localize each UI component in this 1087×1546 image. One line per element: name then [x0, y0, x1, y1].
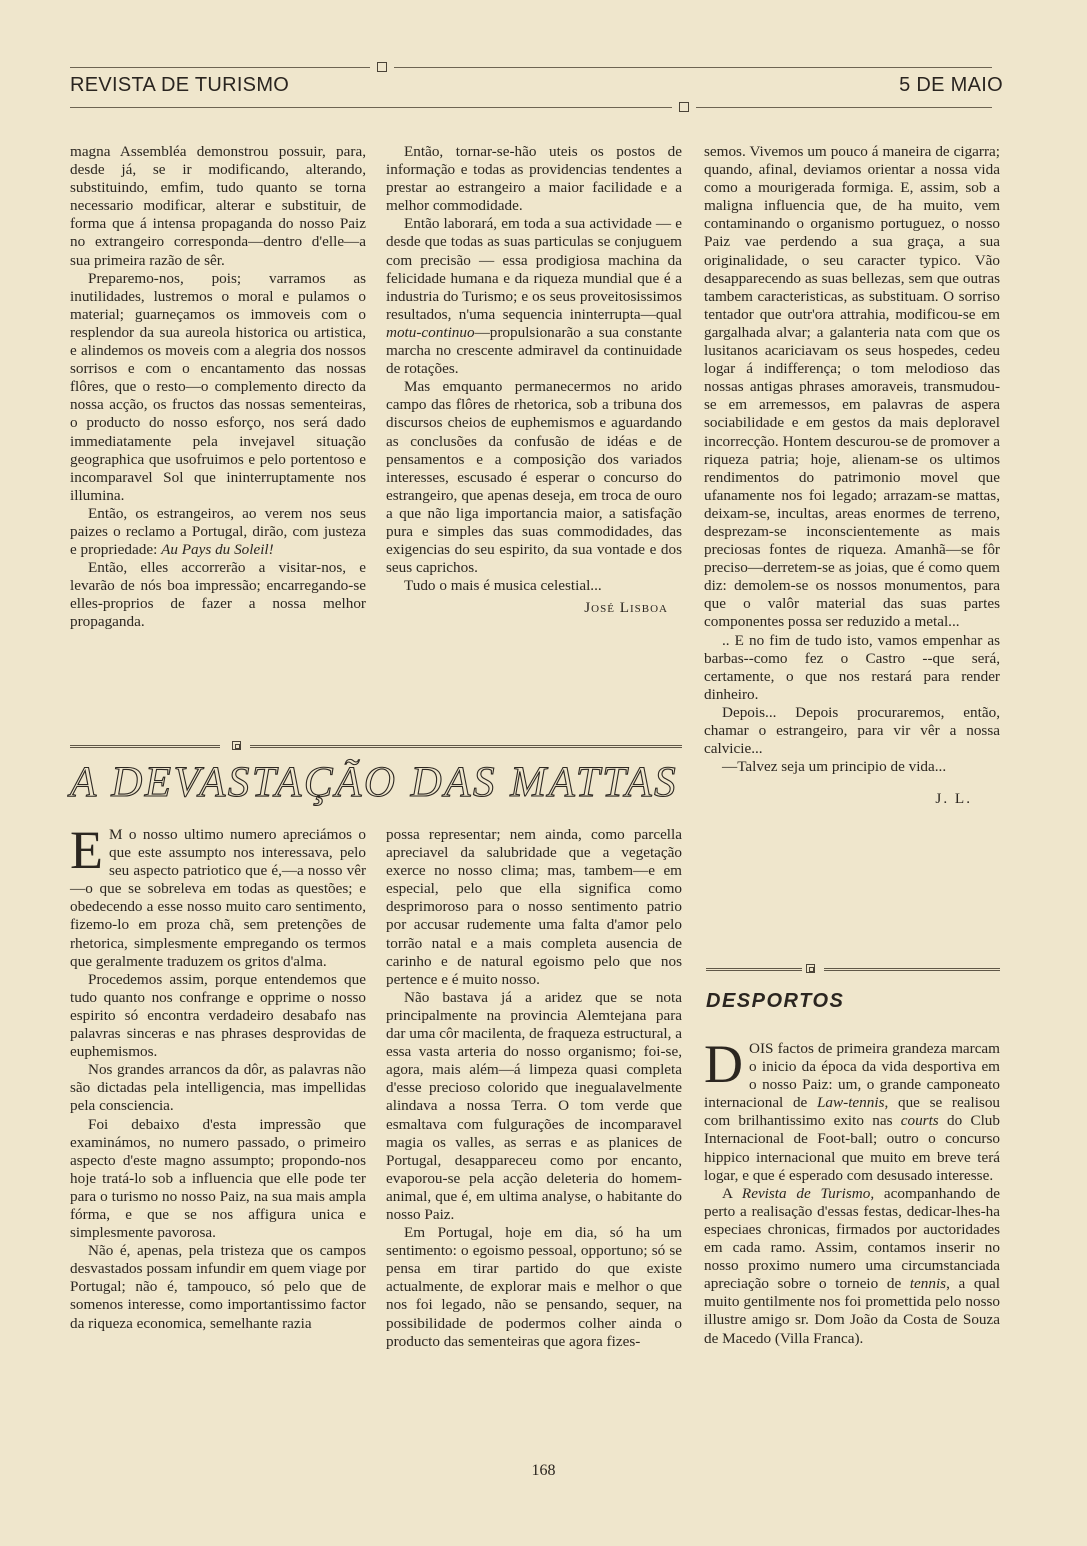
top-rule-left	[70, 67, 370, 68]
paragraph: Preparemo-nos, pois; varramos as inutilidades, lustremos o moral e pulamos o material; guarneçamos os immoveis com o resplendor da sua aureola historica ou artistica, e alindemos os moveis com a alegria dos nossos sorrisos e com o encantamento das nossas flôres, que o resto—o complemento directo da nossa acção, os fructos das nossas sementeiras, o producto do nosso esforço, nos será dado immediatamente pela invejavel situação geographica que usofruimos e pelo portentoso e incomparavel Sol que ininterruptamente nos illumina.	[70, 269, 366, 504]
paragraph: Então, tornar-se-hão uteis os postos de informação e todas as providencias tendentes a prestar ao estrangeiro a maior facilidade e a melhor commodidade.	[386, 143, 682, 215]
italic-phrase: Law-tennis	[816, 1094, 885, 1112]
paragraph: semos. Vivemos um pouco á maneira de cigarra; quando, afinal, deviamos orientar a nossa vida como a mourigerada formiga. E, assim, sob a maligna influencia que, de ha muito, vem contaminando o organismo portuguez, o nosso Paiz vae perdendo a sua graça, a sua originalidade, o seu caracter typico. Vão desapparecendo as suas bellezas, sem que outras tambem caracteristicas, as substituam. O sorriso tentador que outr'ora attrahia, modificou-se em gargalhada alvar; a galanteria nata com que os lusitanos acariciavam os seus hospedes, cedeu logar á indifferença; o tom melodioso das nossas antigas phrases amoraveis, transmudou-se em arremessos, em palavras de aspera sociabilidade e em gestos da mais deploravel incorrecção. Hontem descurou-se de promover a riqueza patria; hoje, alienam-se os ultimos rendimentos do patrimonio movel que ufanamente nos foi legado; arrazam-se mattas, deixam-se, incultas, areas enormes de terreno, desprezam-se inconscientemente as mais preciosas fontes de riqueza. Amanhã—se fôr preciso—derretem-se as joias, que é como quem diz: demolem-se os nossos monumentos, para que o valôr material das suas partes componentes possa ser reduzido a metal...	[704, 143, 1000, 631]
header-ornament	[679, 102, 689, 112]
paragraph	[704, 1185, 1000, 1348]
paragraph: —Talvez seja um principio de vida...	[722, 758, 947, 776]
paragraph: magna Assembléa demonstrou possuir, para, desde já, se ir modificando, alterando, substituindo, emfim, tudo quanto se torna necessario modificar, alterar e substituir, de forma que á intensa propaganda do nosso Paiz no extrangeiro corresponda—dentro d'elle—a sua primeira razão de sêr.	[70, 143, 366, 269]
paragraph: Não é, apenas, pela tristeza que os campos desvastados possam infundir em quem viage por Portugal; não é, tampouco, só pelo que de somenos interesse, como importantissimo factor da riqueza economica, semelhante razia	[70, 1242, 366, 1332]
paragraph: Nos grandes arrancos da dôr, as palavras não são dictadas pela intelligencia, mas impellidas pela consciencia.	[70, 1061, 366, 1115]
header-date: 5 DE MAIO	[899, 74, 1003, 96]
section-rule-left	[70, 745, 220, 748]
text: do Club Internacional de Foot-ball; outro o concurso hippico internacional que muito em breve terá logar, e que é esperado com desusado interesse.	[704, 1112, 1000, 1184]
paragraph	[70, 820, 366, 971]
paragraph: Depois... Depois procuraremos, então, chamar o estrangeiro, para vir vêr a nossa calvicie...	[704, 703, 1000, 758]
paragraph: Tudo o mais é musica celestial...	[404, 577, 602, 595]
text: OIS factos de primeira grandeza marcam o inicio da época da vida desportiva em o nosso Paiz: um, o grande camponeato internacional de	[704, 1040, 1000, 1112]
signature: J. L.	[935, 790, 972, 808]
top-ornament	[377, 62, 387, 72]
article-title: A DEVASTAÇÃO DAS MATTAS	[70, 759, 679, 806]
paragraph: Foi debaixo d'esta impressão que examinámos, no numero passado, o primeiro aspecto d'este magno assumpto; propondo-nos hoje tratá-lo sob a influencia que elle pode ter para o turismo no nosso Paiz, na sua mais ampla fórma, e que se nos affigura unica e simplesmente pavorosa.	[70, 1115, 366, 1242]
italic-phrase: Au Pays du Soleil!	[161, 541, 274, 559]
italic-phrase: motu-continuo	[386, 323, 475, 341]
text: , a qual muito gentilmente nos foi promettida pelo nosso illustre amigo sr. Dom João da Costa de Souza de Macedo (Villa Franca).	[704, 1275, 1000, 1347]
top-rule-right	[394, 67, 992, 68]
text: —propulsionarão a sua constante marcha no crescente admiravel da continuidade de rotações.	[386, 323, 682, 378]
sport-rule-right	[824, 968, 1000, 971]
text: Então, os estrangeiros, ao verem nos seus paizes o reclamo a Portugal, dirão, com justeza e propriedade:	[70, 504, 366, 559]
italic-phrase: courts	[900, 1112, 939, 1130]
italic-phrase: Revista de Turismo	[741, 1184, 871, 1202]
text: M o nosso ultimo numero apreciámos o que este assumpto nos interessava, pelo seu aspecto patriotico que é,—a nosso vêr—o que se sobreleva em todas as questões; e obedecendo a esse nosso muito caro sentimento, fizemo-lo em proza chã, sem pretenções de rhetorica, simplesmente empregando os termos que geralmente traduzem os gritos d'alma.	[70, 826, 366, 970]
article2-column2	[386, 826, 682, 1351]
paragraph: Não bastava já a aridez que se nota principalmente na provincia Alemtejana para dar uma côr macilenta, de fraqueza estructural, a essa vasta arteria do nosso organismo; foi-se, agora, mais além—á limpeza quasi completa d'esse precioso colorido que inegualavelmente alindava a nossa Terra. O tom verde que esmaltava com fulgurações de incomparavel magia os valles, as serras e as planices de Portugal, desappareceu como por encanto, evaporou-se pela acção deleteria do homem-animal, que é, em ultima analyse, o habitante do nosso Paiz.	[386, 988, 682, 1223]
article2-column1	[70, 820, 366, 1333]
article3-column	[704, 1034, 1001, 1348]
paragraph: Em Portugal, hoje em dia, só ha um sentimento: o egoismo pessoal, opportuno; só se pensa em tirar partido do que existe actualmente, de explorar mais e melhor o que nos foi legado, não se pensando, sequer, na possibilidade de podermos colher ainda o producto das sementeiras que agora fizes-	[386, 1224, 682, 1350]
drop-cap: D	[704, 1034, 743, 1094]
text: A	[722, 1184, 742, 1202]
signature: José Lisboa	[584, 599, 668, 617]
paragraph: Mas emquanto permanecermos no arido campo das flôres de rhetorica, sob a tribuna dos discursos cheios de euphemismos e aguardando as conclusões da confusão de idéas e de pensamentos e a composição dos variados interesses, escusado é esperar o concurso do estrangeiro, que apenas deseja, em troca de ouro a que não liga importancia maior, a satisfação pura e simples das suas commodidades, das exigencias do seu espirito, da sua vontade e dos seus caprichos.	[386, 378, 682, 577]
text: , acompanhando de perto a realisação d'essas festas, dedicar-lhes-ha especiaes chronicas, firmados por auctoridades em cada ramo. Assim, contamos inserir no nosso proximo numero uma circumstanciada apreciação sobre o torneio de	[704, 1184, 1000, 1293]
paragraph	[704, 1034, 1001, 1185]
header-title: REVISTA DE TURISMO	[70, 74, 290, 96]
paragraph	[70, 505, 366, 559]
paragraph: Procedemos assim, porque entendemos que tudo quanto nos confrange e opprime o nosso espirito só encontra verdadeiro desabafo nas palavras sinceras e nas phrases desprovidas de euphemismos.	[70, 970, 366, 1061]
section-ornament	[232, 741, 241, 750]
article1-column2	[386, 143, 682, 617]
header-rule-right	[696, 107, 992, 108]
drop-cap: E	[70, 820, 103, 880]
sport-ornament	[806, 964, 815, 973]
paragraph: possa representar; nem ainda, como parcella apreciavel da salubridade que a vegetação exerce no nosso clima; mas, tambem—e em especial, pelo que ella significa como desprimoroso para o nosso sentimento patrio por accusar rudemente uma falta d'amor pelo torrão natal e a mais completa ausencia de carinho e de natural egoismo pelo que nos pertence e é muito nosso.	[386, 826, 682, 988]
paragraph	[386, 215, 682, 378]
article1-column1	[70, 143, 366, 632]
header-rule-left	[70, 107, 672, 108]
section-title: DESPORTOS	[706, 990, 845, 1012]
page-number: 168	[531, 1462, 556, 1479]
text: , que se realisou com brilhantissimo exito nas	[704, 1094, 1001, 1130]
text: Então laborará, em toda a sua actividade — e desde que todas as suas particulas se conjuguem com precisão — essa prodigiosa machina da felicidade humana e da riqueza mundial que é a industria do Turismo; e os seus proveitosissimos resultados, n'uma sequencia ininterrupta—qual	[386, 215, 682, 323]
italic-phrase: tennis	[909, 1275, 947, 1293]
sport-rule-left	[706, 968, 802, 971]
article2-column3	[704, 143, 1000, 808]
paragraph: .. E no fim de tudo isto, vamos empenhar as barbas--como fez o Castro --que será, certamente, o que nos restará para render dinheiro.	[704, 631, 1000, 703]
section-rule-right	[250, 745, 682, 748]
paragraph: Então, elles accorrerão a visitar-nos, e levarão de nós boa impressão; encarregando-se elles-proprios de fazer a nossa melhor propaganda.	[70, 559, 366, 631]
